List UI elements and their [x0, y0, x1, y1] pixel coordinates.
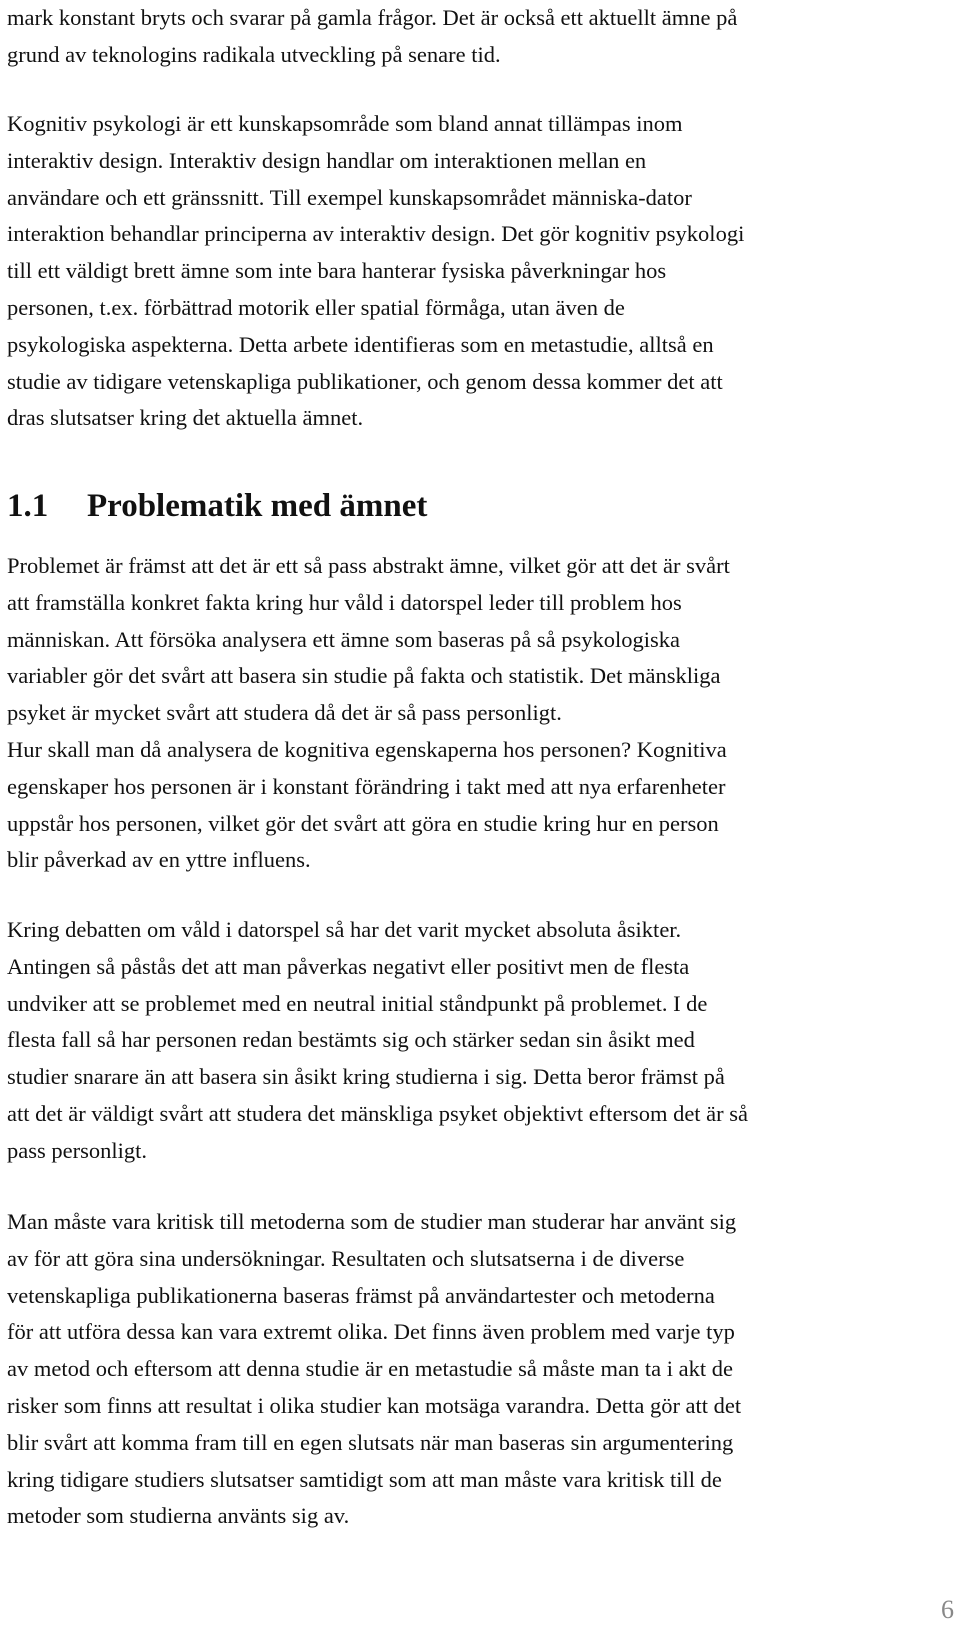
section-title: Problematik med ämnet — [87, 488, 428, 524]
text-line: Man måste vara kritisk till metoderna som de studier man studerar har använt sig — [7, 1209, 737, 1234]
section-number: 1.1 — [7, 488, 49, 524]
text-line: dras slutsatser kring det aktuella ämnet. — [7, 405, 364, 431]
text-line: kring tidigare studiers slutsatser samtidigt som att man måste vara kritisk till de — [7, 1466, 722, 1492]
text-line: pass personligt. — [7, 1137, 147, 1163]
text-line: interaktion behandlar principerna av interaktiv design. Det gör kognitiv psykologi — [7, 221, 745, 247]
text-line: Kring debatten om våld i datorspel så har det varit mycket absoluta åsikter. — [7, 917, 682, 942]
text-line: studie av tidigare vetenskapliga publikationer, och genom dessa kommer det att — [7, 368, 723, 394]
text-line: Hur skall man då analysera de kognitiva egenskaperna hos personen? Kognitiva — [7, 736, 727, 762]
text-line: vetenskapliga publikationerna baseras främst på användartester och metoderna — [7, 1282, 715, 1308]
text-line: studier snarare än att basera sin åsikt kring studierna i sig. Detta beror främst på — [7, 1064, 725, 1090]
text-line: metoder som studierna använts sig av. — [7, 1503, 350, 1529]
text-line: uppstår hos personen, vilket gör det svårt att göra en studie kring hur en person — [7, 810, 719, 836]
paragraph-cognitive-psychology — [7, 106, 952, 437]
text-line: psykologiska aspekterna. Detta arbete identifieras som en metastudie, alltså en — [7, 331, 714, 357]
paragraph-intro-continued — [7, 0, 952, 74]
text-line: Problemet är främst att det är ett så pass abstrakt ämne, vilket gör att det är svårt — [7, 553, 730, 578]
text-line: för att utföra dessa kan vara extremt olika. Det finns även problem med varje typ — [7, 1319, 735, 1345]
text-line: mark konstant bryts och svarar på gamla frågor. Det är också ett aktuellt ämne på — [7, 5, 738, 30]
text-line: Antingen så påstås det att man påverkas negativt eller positivt men de flesta — [7, 953, 690, 979]
text-line: undviker att se problemet med en neutral initial ståndpunkt på problemet. I de — [7, 990, 708, 1016]
text-line: blir påverkad av en yttre influens. — [7, 847, 311, 873]
text-line: flesta fall så har personen redan bestämts sig och stärker sedan sin åsikt med — [7, 1027, 695, 1053]
text-line: att framställa konkret fakta kring hur våld i datorspel leder till problem hos — [7, 589, 682, 615]
text-line: av metod och eftersom att denna studie är en metastudie så måste man ta i akt de — [7, 1356, 733, 1382]
text-line: människan. Att försöka analysera ett ämne som baseras på så psykologiska — [7, 626, 680, 652]
page-number: 6 — [941, 1595, 954, 1624]
text-line: egenskaper hos personen är i konstant förändring i takt med att nya erfarenheter — [7, 773, 726, 799]
text-line: av för att göra sina undersökningar. Resultaten och slutsatserna i de diverse — [7, 1245, 685, 1271]
text-line: att det är väldigt svårt att studera det mänskliga psyket objektivt eftersom det är så — [7, 1100, 749, 1126]
text-line: personen, t.ex. förbättrad motorik eller spatial förmåga, utan även de — [7, 294, 625, 320]
text-line: variabler gör det svårt att basera sin studie på fakta och statistik. Det mänskliga — [7, 663, 721, 689]
section-heading — [7, 484, 427, 528]
text-line: risker som finns att resultat i olika studier kan motsäga varandra. Detta gör att det — [7, 1392, 742, 1418]
paragraph-problem — [7, 548, 952, 879]
paragraph-debate — [7, 912, 952, 1170]
text-line: interaktiv design. Interaktiv design handlar om interaktionen mellan en — [7, 147, 647, 173]
text-line: psyket är mycket svårt att studera då det är så pass personligt. — [7, 700, 562, 726]
text-line: grund av teknologins radikala utveckling på senare tid. — [7, 41, 501, 67]
text-line: blir svårt att komma fram till en egen slutsats när man baseras sin argumentering — [7, 1429, 734, 1455]
text-line: till ett väldigt brett ämne som inte bara hanterar fysiska påverkningar hos — [7, 258, 667, 284]
text-line: användare och ett gränssnitt. Till exempel kunskapsområdet människa-dator — [7, 184, 692, 210]
text-line: Kognitiv psykologi är ett kunskapsområde som bland annat tillämpas inom — [7, 111, 683, 136]
paragraph-methods — [7, 1204, 952, 1535]
